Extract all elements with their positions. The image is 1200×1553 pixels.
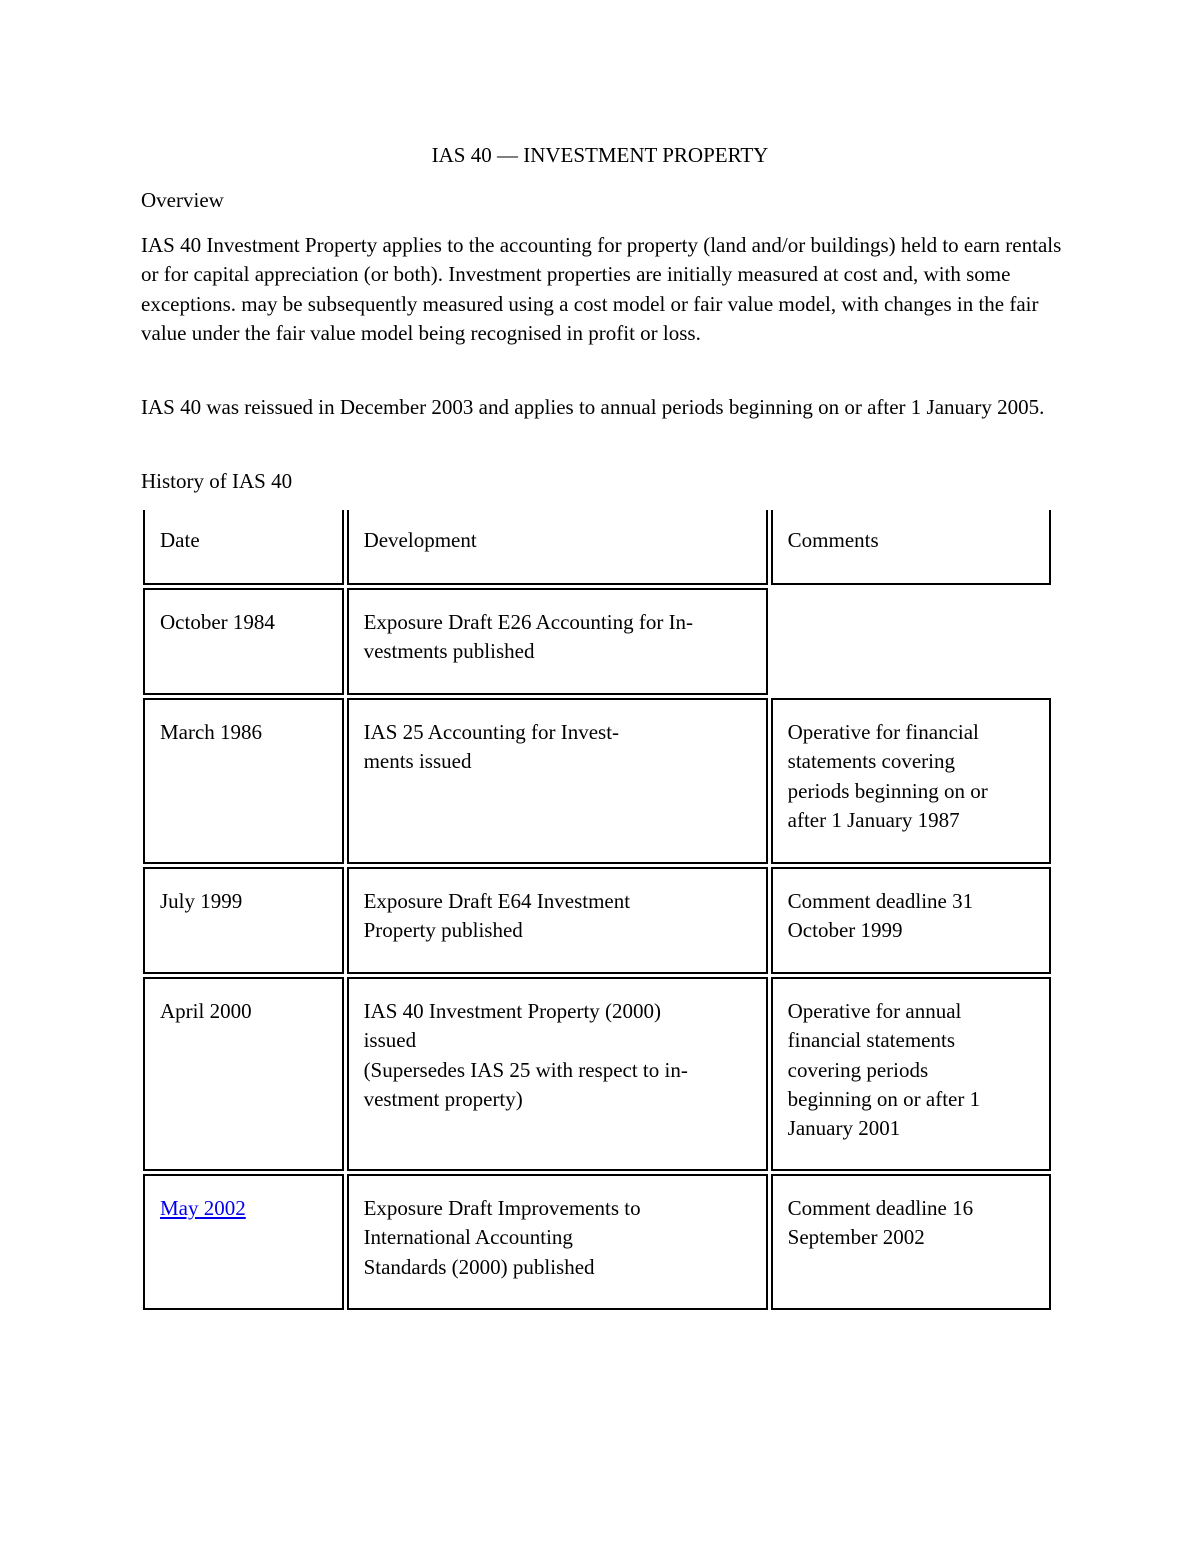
header-date: Date (143, 510, 344, 585)
table-row (143, 977, 1051, 1171)
row-date: October 1984 (143, 588, 344, 695)
row-development: Exposure Draft Improvements to International Accounting Standards (2000) published (347, 1174, 768, 1310)
history-heading: History of IAS 40 (141, 469, 293, 493)
history-table (140, 507, 1054, 1313)
table-row (143, 867, 1051, 974)
row-date: March 1986 (143, 698, 344, 864)
page-title: IAS 40 — INVESTMENT PROPERTY (431, 143, 769, 167)
table-header-row (143, 510, 1051, 585)
row-development: IAS 25 Accounting for Invest- ments issued (347, 698, 768, 864)
row-date: July 1999 (143, 867, 344, 974)
date-link-may-2002[interactable]: May 2002 (160, 1196, 246, 1220)
header-development: Development (347, 510, 768, 585)
row-date (143, 1174, 344, 1310)
row-development: Exposure Draft E64 Investment Property published (347, 867, 768, 974)
row-date: April 2000 (143, 977, 344, 1171)
header-comments: Comments (771, 510, 1051, 585)
table-row (143, 698, 1051, 864)
row-development: Exposure Draft E26 Accounting for In- vestments published (347, 588, 768, 695)
row-comments: Comment deadline 31 October 1999 (771, 867, 1051, 974)
row-comments-empty (771, 588, 1051, 695)
table-row (143, 1174, 1051, 1310)
overview-heading: Overview (141, 188, 224, 212)
row-comments: Comment deadline 16 September 2002 (771, 1174, 1051, 1310)
reissue-paragraph: IAS 40 was reissued in December 2003 and applies to annual periods beginning on or after 1 January 2005. (141, 395, 1045, 419)
row-comments: Operative for annual financial statements covering periods beginning on or after 1 January 2001 (771, 977, 1051, 1171)
overview-paragraph: IAS 40 Investment Property applies to the accounting for property (land and/or buildings) held to earn rentals or for capital appreciation (or both). Investment properties are initially measured at cost and, with some exceptions. may be subsequently measured using a cost model or fair value model, with changes in the fair value under the fair value model being recognised in profit or loss. (141, 233, 1062, 345)
row-development: IAS 40 Investment Property (2000) issued (Supersedes IAS 25 with respect to in- vestment property) (347, 977, 768, 1171)
table-row (143, 588, 1051, 695)
row-comments: Operative for financial statements covering periods beginning on or after 1 January 1987 (771, 698, 1051, 864)
